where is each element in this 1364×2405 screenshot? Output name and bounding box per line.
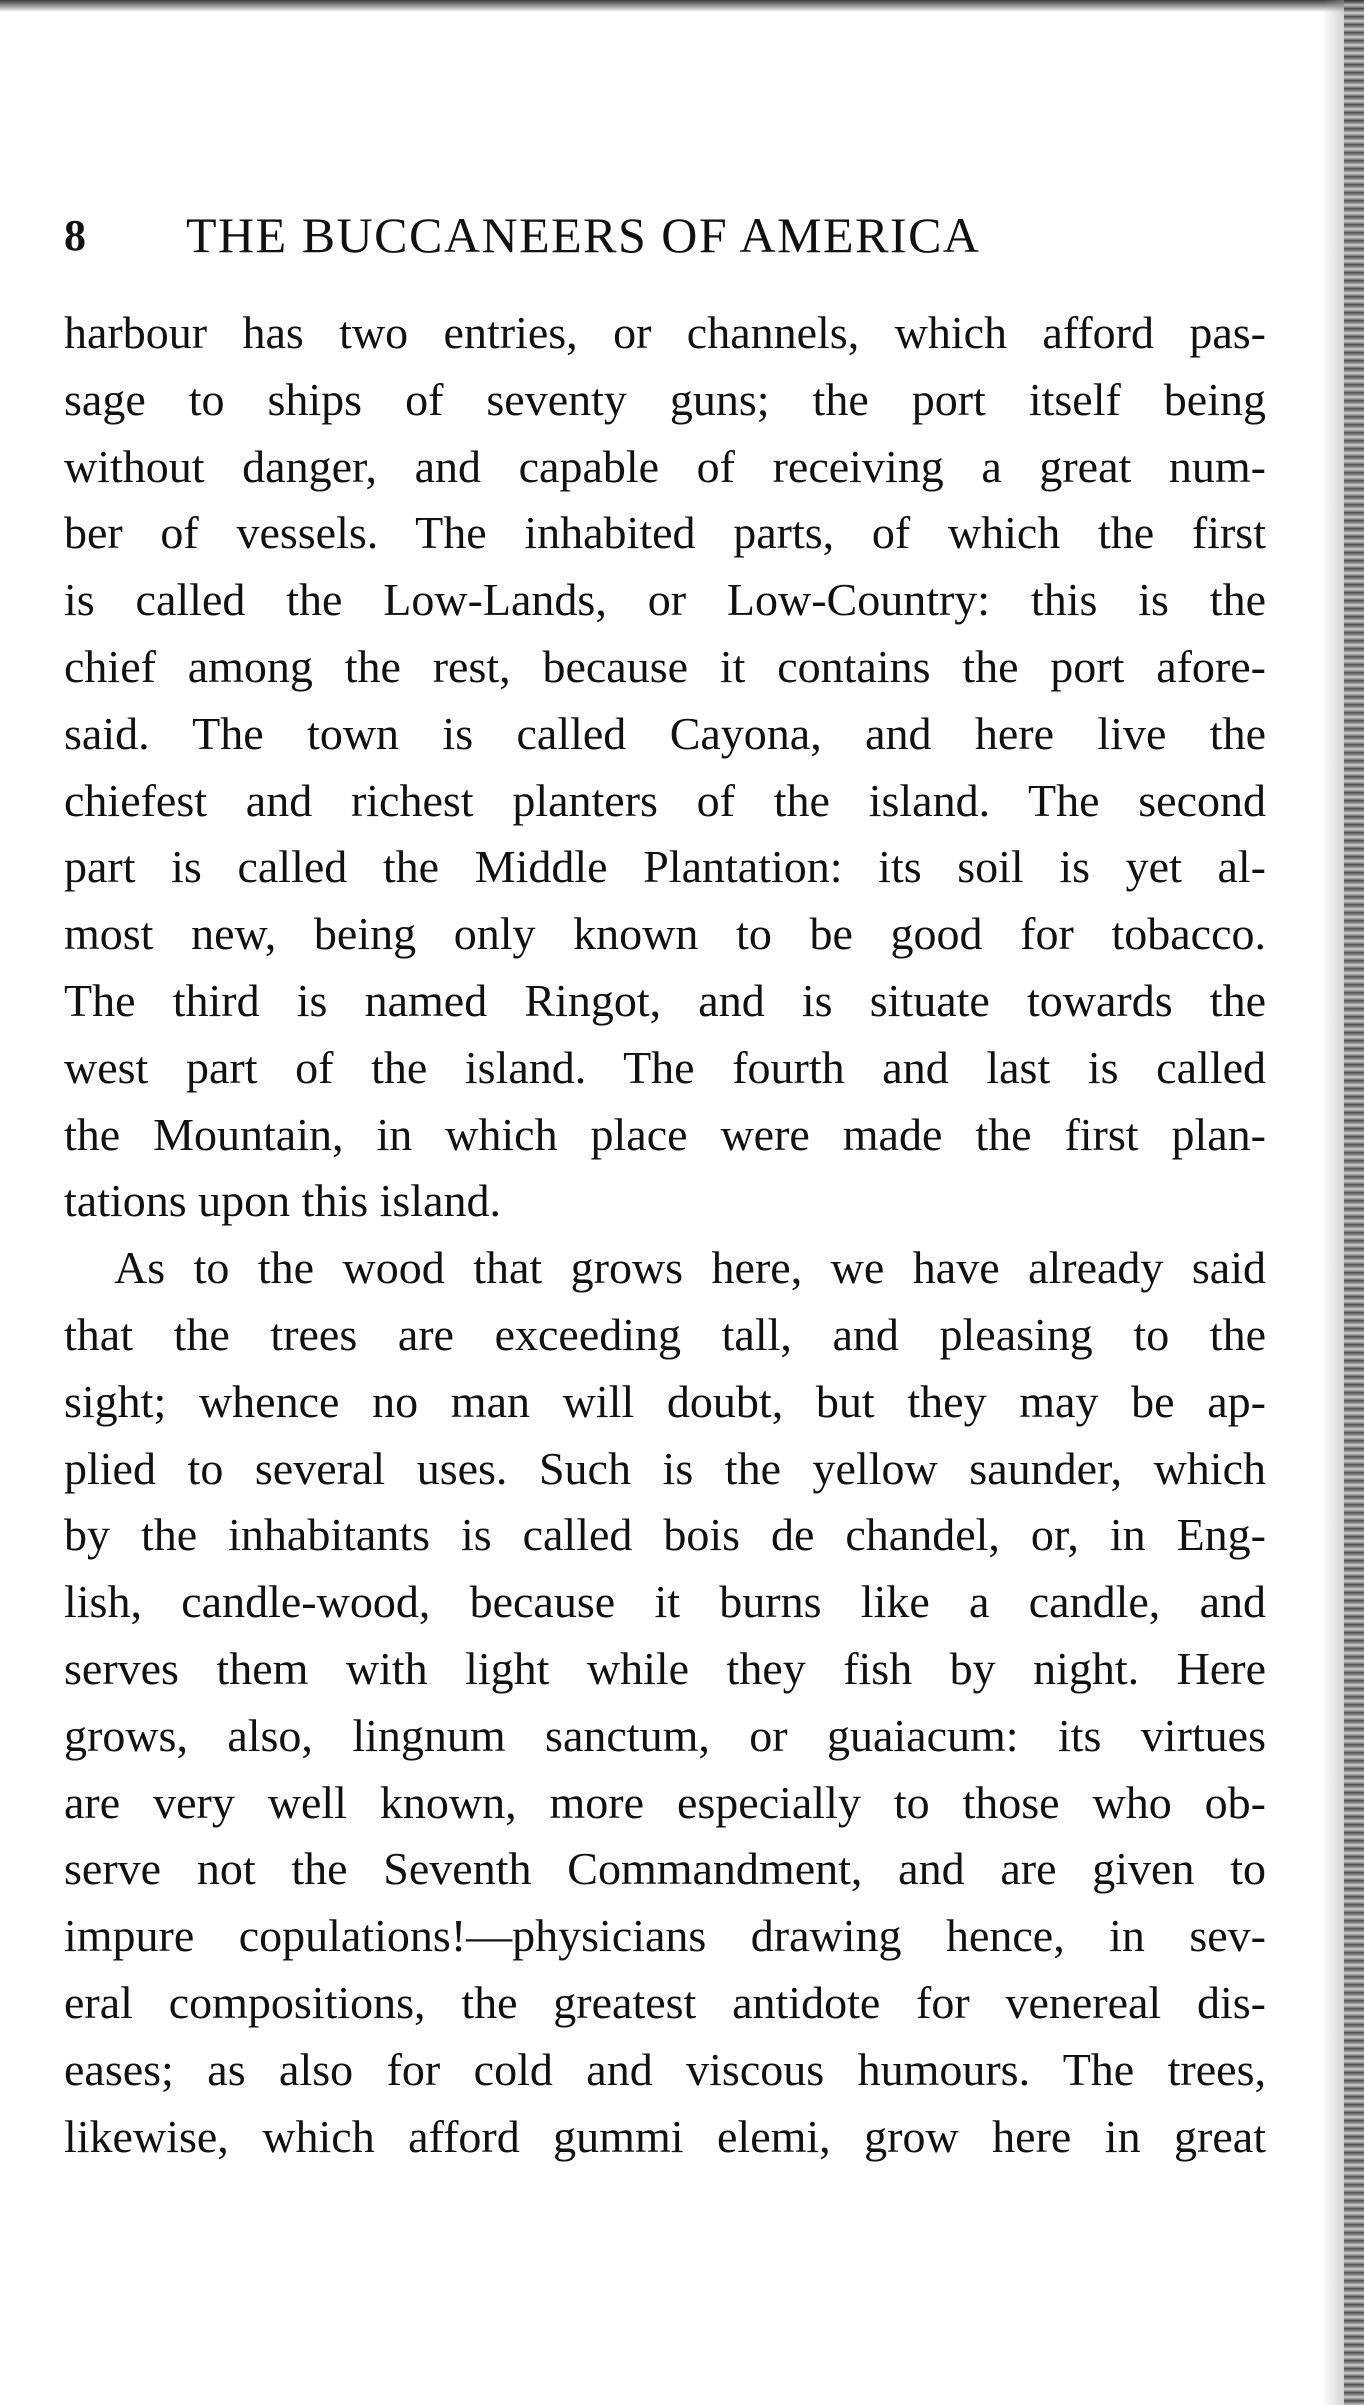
text-line: chief among the rest, because it contains the port afore-	[64, 640, 1266, 692]
text-line-paragraph-start: As to the wood that grows here, we have already said	[114, 1242, 1266, 1294]
page-number: 8	[64, 211, 88, 260]
running-title: THE BUCCANEERS OF AMERICA	[186, 207, 981, 263]
text-line: said. The town is called Cayona, and here live the	[64, 707, 1266, 759]
text-line: is called the Low-Lands, or Low-Country: this is the	[64, 574, 1266, 626]
text-line: serves them with light while they fish by night. Here	[64, 1642, 1266, 1694]
text-line: lish, candle-wood, because it burns like a candle, and	[64, 1576, 1266, 1628]
text-line: without danger, and capable of receiving a great num-	[64, 440, 1266, 492]
text-line: harbour has two entries, or channels, which afford pas-	[64, 307, 1266, 358]
text-line: The third is named Ringot, and is situate towards the	[64, 974, 1266, 1026]
text-line: part is called the Middle Plantation: its soil is yet al-	[64, 841, 1266, 893]
text-line: grows, also, lingnum sanctum, or guaiacum: its virtues	[64, 1709, 1266, 1761]
body-text	[64, 300, 1266, 2170]
text-line: impure copulations!—physicians drawing hence, in sev-	[64, 1910, 1266, 1962]
text-line: by the inhabitants is called bois de chandel, or, in Eng-	[64, 1509, 1266, 1561]
text-line: ber of vessels. The inhabited parts, of which the first	[64, 507, 1266, 559]
text-line: west part of the island. The fourth and last is called	[64, 1041, 1266, 1093]
text-line: plied to several uses. Such is the yellow saunder, which	[64, 1442, 1266, 1494]
text-line: the Mountain, in which place were made the first plan-	[64, 1108, 1266, 1160]
page-top-edge	[0, 0, 1364, 12]
text-line: chiefest and richest planters of the island. The second	[64, 774, 1266, 826]
page-right-edge	[1344, 0, 1364, 2405]
text-line: sage to ships of seventy guns; the port itself being	[64, 373, 1266, 425]
text-line: eases; as also for cold and viscous humours. The trees,	[64, 2043, 1266, 2095]
text-line: likewise, which afford gummi elemi, grow here in great	[64, 2110, 1266, 2162]
text-line-paragraph-end: tations upon this island.	[64, 1175, 501, 1227]
text-line: most new, being only known to be good for tobacco.	[64, 908, 1266, 960]
text-line: serve not the Seventh Commandment, and are given to	[64, 1843, 1266, 1895]
text-line: eral compositions, the greatest antidote for venereal dis-	[64, 1976, 1266, 2028]
text-line: sight; whence no man will doubt, but they may be ap-	[64, 1375, 1266, 1427]
text-line: are very well known, more especially to those who ob-	[64, 1776, 1266, 1828]
page-header	[64, 206, 1264, 276]
page-gutter-shadow	[1322, 0, 1344, 2405]
text-line: that the trees are exceeding tall, and pleasing to the	[64, 1308, 1266, 1360]
